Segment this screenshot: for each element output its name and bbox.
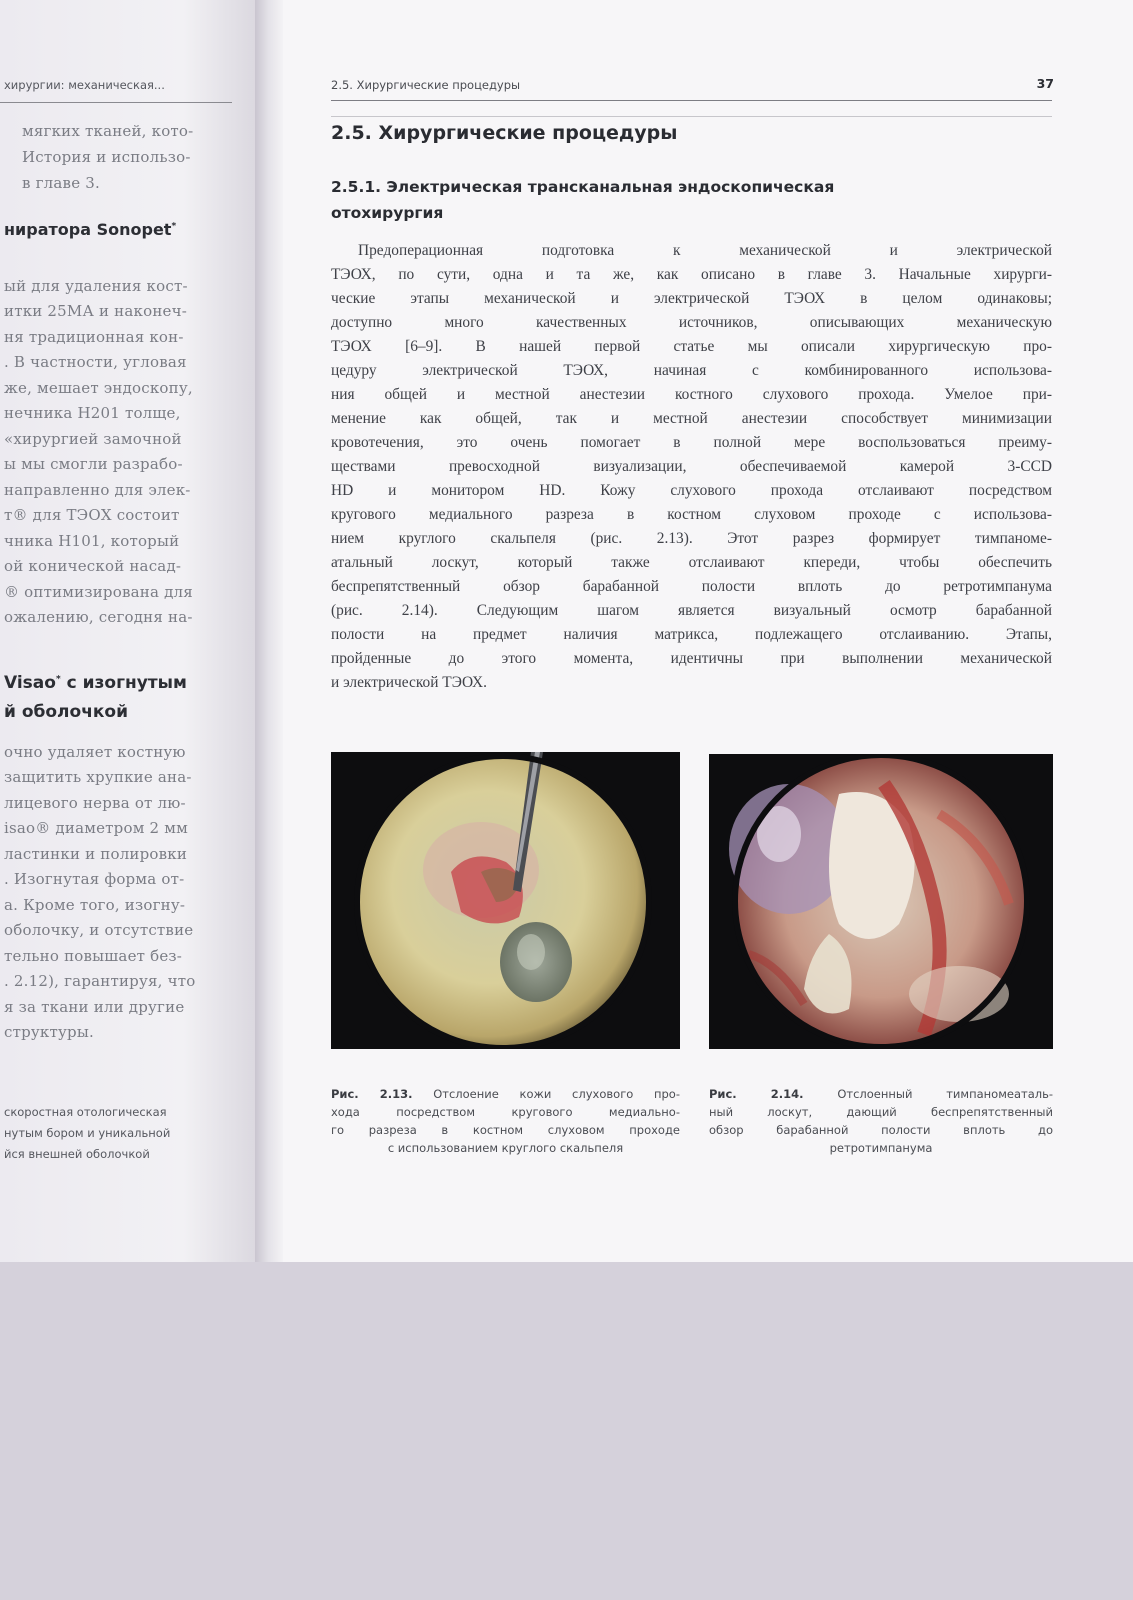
left-body-line: лицевого нерва от лю-	[4, 794, 186, 812]
paragraph-line: HD и монитором HD. Кожу слухового прохода отслаивают посредством	[331, 482, 1052, 499]
lower-background	[0, 1262, 1133, 1600]
left-body-line: . Изогнутая форма от-	[4, 870, 185, 888]
figure-2-13-image	[331, 752, 680, 1049]
left-body-line: итки 25МА и наконеч-	[4, 302, 187, 320]
paragraph-line: кровотечения, это очень помогает в полной мере воспользоваться преиму-	[331, 434, 1052, 451]
paragraph-line: (рис. 2.14). Следующим шагом является визуальный осмотр барабанной	[331, 602, 1052, 619]
left-body-line: ® оптимизирована для	[4, 583, 193, 601]
left-body-line: я за ткани или другие	[4, 998, 185, 1016]
figure-2-13-label: Рис. 2.13.	[331, 1087, 413, 1101]
paragraph-line: атальный лоскут, который также отслаивают кпереди, чтобы обеспечить	[331, 554, 1052, 571]
left-body-line: . В частности, угловая	[4, 353, 187, 371]
section-title: 2.5. Хирургические процедуры	[331, 122, 678, 144]
left-body-line: тельно повышает без-	[4, 947, 183, 965]
figure-2-13-caption	[331, 1085, 680, 1157]
figure-2-13-caption-line1	[331, 1085, 680, 1103]
gutter-shadow	[255, 0, 285, 1262]
paragraph-line: беспрепятственный обзор барабанной полости вплоть до ретротимпанума	[331, 578, 1052, 595]
registered-mark: *	[55, 674, 61, 685]
paragraph-line: ческие этапы механической и электрической ТЭОХ в целом одинаковы;	[331, 290, 1052, 307]
left-head-rule	[0, 102, 232, 103]
left-heading-sonopet-text: ниратора Sonopet	[4, 220, 172, 239]
paragraph-line: менение как общей, так и местной анестезии способствует минимизации	[331, 410, 1052, 427]
left-caption-line: нутым бором и уникальной	[4, 1126, 171, 1140]
left-body-line: нечника Н201 толще,	[4, 404, 181, 422]
tympanic-cavity-endoscopic-photo	[709, 754, 1053, 1049]
figure-2-14-caption-text: Отслоенный тимпаномеаталь-	[837, 1087, 1054, 1101]
figure-2-14-image	[709, 754, 1053, 1049]
running-head: 2.5. Хирургические процедуры	[331, 78, 521, 92]
ear-canal-endoscopic-photo	[331, 752, 680, 1049]
figure-2-13-caption-line: го разреза в костном слуховом проходе	[331, 1123, 680, 1137]
header-rule	[331, 100, 1052, 101]
left-running-head: хирургии: механическая...	[4, 78, 165, 92]
left-top-line: История и использо-	[22, 148, 191, 166]
left-heading-visao	[4, 673, 187, 693]
figure-2-14-caption-line: ный лоскут, дающий беспрепятственный	[709, 1105, 1053, 1119]
left-body-line: же, мешает эндоскопу,	[4, 379, 193, 397]
left-body-line: а. Кроме того, изогну-	[4, 896, 186, 914]
left-body-line: ластинки и полировки	[4, 845, 188, 863]
paragraph-line: нием круглого скальпеля (рис. 2.13). Этот разрез формирует тимпаноме-	[331, 530, 1052, 547]
left-body-line: ня традиционная кон-	[4, 328, 184, 346]
figure-2-14-caption	[709, 1085, 1053, 1157]
left-body-line: isao® диаметром 2 мм	[4, 819, 188, 837]
paragraph-line: ТЭОХ [6–9]. В нашей первой статье мы описали хирургическую про-	[331, 338, 1052, 355]
left-heading-sonopet	[4, 220, 176, 239]
left-body-line: т® для ТЭОХ состоит	[4, 506, 180, 524]
registered-mark: *	[171, 221, 177, 232]
left-top-line: в главе 3.	[22, 174, 100, 192]
subsection-title-line2: отохирургия	[331, 204, 444, 222]
left-caption-line: йся внешней оболочкой	[4, 1147, 150, 1161]
paragraph-line: ТЭОХ, по сути, одна и та же, как описано в главе 3. Начальные хирурги-	[331, 266, 1052, 283]
left-body-line: структуры.	[4, 1023, 94, 1041]
figure-2-14-caption-line: обзор барабанной полости вплоть до	[709, 1123, 1053, 1137]
figure-2-14-caption-line1	[709, 1085, 1053, 1103]
subsection-title: 2.5.1. Электрическая трансканальная эндоскопическая	[331, 178, 835, 196]
left-body-line: направленно для элек-	[4, 481, 191, 499]
paragraph-line: полости на предмет наличия матрикса, подлежащего отслаиванию. Этапы,	[331, 626, 1052, 643]
left-body-line: «хирургией замочной	[4, 430, 182, 448]
left-heading-visao-rest: с изогнутым	[60, 673, 187, 693]
figure-2-13-caption-text: Отслоение кожи слухового про-	[433, 1087, 680, 1101]
left-body-line: ый для удаления кост-	[4, 277, 188, 295]
page-number: 37	[1036, 76, 1054, 91]
left-body-line: . 2.12), гарантируя, что	[4, 972, 196, 990]
header-rule-thin	[331, 116, 1052, 117]
left-heading-visao-line2: й оболочкой	[4, 702, 128, 722]
left-heading-visao-text: Visao	[4, 673, 56, 693]
left-body-line: ой конической насад-	[4, 557, 182, 575]
paragraph-line: ществами превосходной визуализации, обеспечиваемой камерой 3-CCD	[331, 458, 1052, 475]
left-body-line: защитить хрупкие ана-	[4, 768, 192, 786]
left-top-line: мягких тканей, кото-	[22, 122, 194, 140]
figure-2-13-caption-line: хода посредством кругового медиально-	[331, 1105, 680, 1119]
figure-2-13-caption-line: с использованием круглого скальпеля	[387, 1141, 624, 1155]
left-body-line: ы мы смогли разрабо-	[4, 455, 183, 473]
figure-2-14-label: Рис. 2.14.	[709, 1087, 804, 1101]
figure-2-14-caption-line: ретротимпанума	[829, 1141, 933, 1155]
paragraph-line: ния общей и местной анестезии костного слухового прохода. Умелое при-	[331, 386, 1052, 403]
paragraph-line: кругового медиального разреза в костном слуховом проходе с использова-	[331, 506, 1052, 523]
left-body-line: ожалению, сегодня на-	[4, 608, 193, 626]
paragraph-line: пройденные до этого момента, идентичны при выполнении механической	[331, 650, 1052, 667]
left-body-line: очно удаляет костную	[4, 743, 186, 761]
paragraph-line: цедуру электрической ТЭОХ, начиная с комбинированного использова-	[331, 362, 1052, 379]
paragraph-line: Предоперационная подготовка к механической и электрической	[358, 242, 1052, 259]
left-caption-line: скоростная отологическая	[4, 1105, 167, 1119]
paragraph-line: и электрической ТЭОХ.	[331, 674, 487, 691]
left-body-line: чника Н101, который	[4, 532, 180, 550]
paragraph-line: доступно много качественных источников, описывающих механическую	[331, 314, 1052, 331]
left-body-line: оболочку, и отсутствие	[4, 921, 194, 939]
